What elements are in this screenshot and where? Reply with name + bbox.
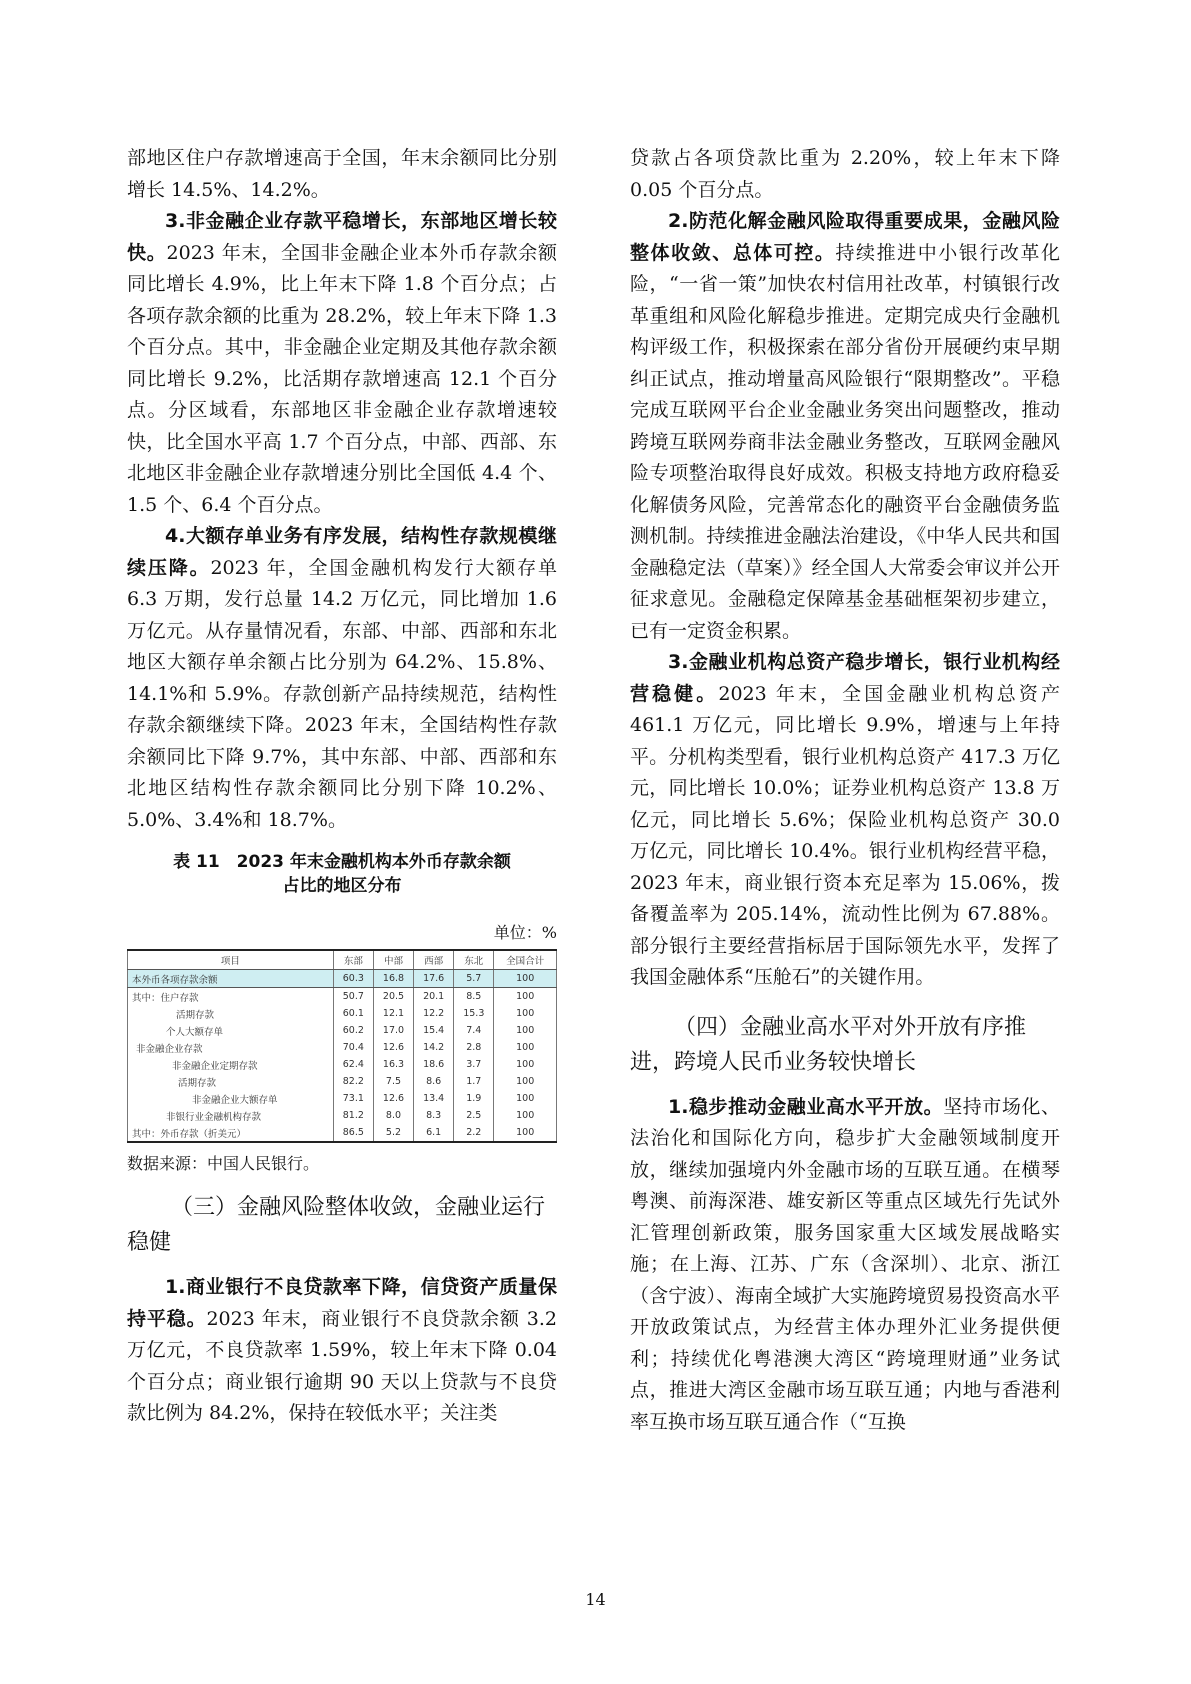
table-title-line2: 占比的地区分布 — [282, 876, 402, 896]
table-cell: 100 — [494, 1039, 557, 1056]
table-title-line1: 表 11 2023 年末金融机构本外币存款余额 — [173, 852, 511, 872]
table-cell: 62.4 — [333, 1056, 373, 1073]
table-cell: 100 — [494, 1090, 557, 1107]
paragraph — [127, 1272, 557, 1430]
table-cell: 60.1 — [333, 1005, 373, 1022]
table-row — [128, 1124, 557, 1142]
table-cell: 2.5 — [454, 1107, 494, 1124]
table-cell: 60.3 — [333, 970, 373, 988]
table-row-label: 非金融企业存款 — [128, 1039, 334, 1056]
paragraph — [127, 521, 557, 836]
table-cell: 12.2 — [414, 1005, 454, 1022]
table-cell: 1.9 — [454, 1090, 494, 1107]
table-row-label: 其中：外币存款（折美元） — [128, 1124, 334, 1142]
table-cell: 8.3 — [414, 1107, 454, 1124]
table-header-cell: 西部 — [414, 950, 454, 970]
table-row — [128, 1005, 557, 1022]
paragraph-body: 持续推进中小银行改革化险，“一省一策”加快农村信用社改革，村镇银行改革重组和风险化解稳步推进。定期完成央行金融机构评级工作，积极探索在部分省份开展硬约束早期纠正试点，推动增量高风险银行“限期整改”。平稳完成互联网平台企业金融业务突出问题整改，推动跨境互联网券商非法金融业务整改，互联网金融风险专项整治取得良好成效。积极支持地方政府稳妥化解债务风险，完善常态化的融资平台金融债务监测机制。持续推进金融法治建设，《中华人民共和国金融稳定法（草案）》经全国人大常委会审议并公开征求意见。金融稳定保障基金基础框架初步建立，已有一定资金积累。 — [630, 241, 1060, 642]
table-cell: 86.5 — [333, 1124, 373, 1142]
table-cell: 100 — [494, 1124, 557, 1142]
section-heading: （四）金融业高水平对外开放有序推进，跨境人民币业务较快增长 — [630, 1014, 1027, 1075]
table-header-row — [128, 950, 557, 970]
table-cell: 5.2 — [373, 1124, 413, 1142]
table-unit: 单位：% — [493, 923, 557, 942]
paragraph-lead: 1.商业银行不良贷款率下降，信贷资产质量保持平稳。 — [127, 1276, 557, 1330]
table-header-cell: 项目 — [128, 950, 334, 970]
table-cell: 18.6 — [414, 1056, 454, 1073]
table-header-cell: 东北 — [454, 950, 494, 970]
table-cell: 6.1 — [414, 1124, 454, 1142]
table-cell: 16.8 — [373, 970, 413, 988]
table-cell: 100 — [494, 1022, 557, 1039]
table-cell: 12.6 — [373, 1039, 413, 1056]
table-row-label: 活期存款 — [128, 1005, 334, 1022]
paragraph-lead: 3.金融业机构总资产稳步增长，银行业机构经营稳健。 — [630, 651, 1060, 705]
paragraph-body: 2023 年，全国金融机构发行大额存单 6.3 万期，发行总量 14.2 万亿元，同比增加 1.6 万亿元。从存量情况看，东部、中部、西部和东北地区大额存单余额占比分别为 64.2%、15.8%、14.1%和 5.9%。存款创新产品持续规范，结构性存款余额继续下降。2023 年末，全国结构性存款余额同比下降 9.7%，其中东部、中部、西部和东北地区结构性存款余额同比分别下降 10.2%、5.0%、3.4%和 18.7%。 — [127, 556, 557, 831]
table-cell: 1.7 — [454, 1073, 494, 1090]
table-cell: 14.2 — [414, 1039, 454, 1056]
paragraph-lead: 1.稳步推动金融业高水平开放。 — [668, 1095, 944, 1118]
table-cell: 3.7 — [454, 1056, 494, 1073]
table-cell: 70.4 — [333, 1039, 373, 1056]
table-cell: 12.6 — [373, 1090, 413, 1107]
table-cell: 7.4 — [454, 1022, 494, 1039]
paragraph-lead: 4.大额存单业务有序发展，结构性存款规模继续压降。 — [127, 525, 557, 579]
table-row-label: 非金融企业定期存款 — [128, 1056, 334, 1073]
table-cell: 100 — [494, 1056, 557, 1073]
table-row — [128, 1107, 557, 1124]
right-column — [630, 143, 1060, 1438]
table-row — [128, 1056, 557, 1073]
table-cell: 100 — [494, 970, 557, 988]
table-cell: 60.2 — [333, 1022, 373, 1039]
table-title — [127, 850, 557, 898]
table-cell: 8.5 — [454, 988, 494, 1006]
paragraph-body: 坚持市场化、法治化和国际化方向，稳步扩大金融领域制度开放，继续加强境内外金融市场的互联互通。在横琴粤澳、前海深港、雄安新区等重点区域先行先试外汇管理创新政策，服务国家重大区域发展战略实施；在上海、江苏、广东（含深圳）、北京、浙江（含宁波）、海南全域扩大实施跨境贸易投资高水平开放政策试点，为经营主体办理外汇业务提供便利；持续优化粤港澳大湾区“跨境理财通”业务试点，推进大湾区金融市场互联互通；内地与香港利率互换市场互联互通合作（“互换 — [630, 1095, 1060, 1433]
table-cell: 15.3 — [454, 1005, 494, 1022]
table-source: 数据来源：中国人民银行。 — [127, 1154, 320, 1173]
table-row — [128, 1073, 557, 1090]
section-heading: （三）金融风险整体收敛，金融业运行稳健 — [127, 1195, 546, 1255]
table-cell: 100 — [494, 988, 557, 1006]
table-cell: 20.5 — [373, 988, 413, 1006]
paragraph: 部地区住户存款增速高于全国，年末余额同比分别增长 14.5%、14.2%。 — [127, 147, 557, 201]
paragraph — [630, 1092, 1060, 1439]
table-cell: 5.7 — [454, 970, 494, 988]
page-number: 14 — [585, 1590, 606, 1609]
table-cell: 7.5 — [373, 1073, 413, 1090]
table-cell: 20.1 — [414, 988, 454, 1006]
table-row-label: 活期存款 — [128, 1073, 334, 1090]
deposit-region-table — [127, 949, 557, 1143]
paragraph — [630, 647, 1060, 994]
paragraph: 贷款占各项贷款比重为 2.20%，较上年末下降 0.05 个百分点。 — [630, 147, 1060, 201]
table-header-cell: 东部 — [333, 950, 373, 970]
paragraph — [630, 206, 1060, 647]
table-cell: 100 — [494, 1107, 557, 1124]
table-header-cell: 中部 — [373, 950, 413, 970]
table-row-label: 其中：住户存款 — [128, 988, 334, 1006]
table-cell: 16.3 — [373, 1056, 413, 1073]
paragraph-lead: 3.非金融企业存款平稳增长，东部地区增长较快。 — [127, 210, 557, 264]
paragraph — [127, 206, 557, 521]
table-cell: 82.2 — [333, 1073, 373, 1090]
table-cell: 17.0 — [373, 1022, 413, 1039]
table-header-cell: 全国合计 — [494, 950, 557, 970]
table-row — [128, 1039, 557, 1056]
table-cell: 8.0 — [373, 1107, 413, 1124]
table-cell: 73.1 — [333, 1090, 373, 1107]
paragraph-body: 2023 年末，全国非金融企业本外币存款余额同比增长 4.9%，比上年末下降 1.8 个百分点；占各项存款余额的比重为 28.2%，较上年末下降 1.3 个百分点。其中，非金融企业定期及其他存款余额同比增长 9.2%，比活期存款增速高 12.1 个百分点。分区域看，东部地区非金融企业存款增速较快，比全国水平高 1.7 个百分点，中部、西部、东北地区非金融企业存款增速分别比全国低 4.4 个、1.5 个、6.4 个百分点。 — [127, 241, 557, 516]
table-row-label: 非银行业金融机构存款 — [128, 1107, 334, 1124]
table-cell: 15.4 — [414, 1022, 454, 1039]
paragraph-body: 2023 年末，全国金融业机构总资产 461.1 万亿元，同比增长 9.9%，增速与上年持平。分机构类型看，银行业机构总资产 417.3 万亿元，同比增长 10.0%；证券业机构总资产 13.8 万亿元，同比增长 5.6%；保险业机构总资产 30.0 万亿元，同比增长 10.4%。银行业机构经营平稳，2023 年末，商业银行资本充足率为 15.06%，拨备覆盖率为 205.14%，流动性比例为 67.88%。部分银行主要经营指标居于国际领先水平，发挥了我国金融体系“压舱石”的关键作用。 — [630, 682, 1060, 988]
table-row-label: 个人大额存单 — [128, 1022, 334, 1039]
paragraph-body: 2023 年末，商业银行不良贷款余额 3.2 万亿元，不良贷款率 1.59%，较上年末下降 0.04 个百分点；商业银行逾期 90 天以上贷款与不良贷款比例为 84.2%，保持在较低水平；关注类 — [127, 1307, 557, 1424]
table-cell: 2.8 — [454, 1039, 494, 1056]
table-cell: 100 — [494, 1073, 557, 1090]
paragraph-lead: 2.防范化解金融风险取得重要成果，金融风险整体收敛、总体可控。 — [630, 210, 1060, 264]
table-cell: 8.6 — [414, 1073, 454, 1090]
table-cell: 13.4 — [414, 1090, 454, 1107]
table-row — [128, 988, 557, 1006]
left-column — [127, 143, 557, 1430]
table-cell: 17.6 — [414, 970, 454, 988]
table-cell: 12.1 — [373, 1005, 413, 1022]
table-cell: 100 — [494, 1005, 557, 1022]
table-cell: 81.2 — [333, 1107, 373, 1124]
table-row — [128, 970, 557, 988]
table-row — [128, 1090, 557, 1107]
table-cell: 50.7 — [333, 988, 373, 1006]
table-row — [128, 1022, 557, 1039]
table-row-label: 非金融企业大额存单 — [128, 1090, 334, 1107]
table-row-label: 本外币各项存款余额 — [128, 970, 334, 988]
table-cell: 2.2 — [454, 1124, 494, 1142]
